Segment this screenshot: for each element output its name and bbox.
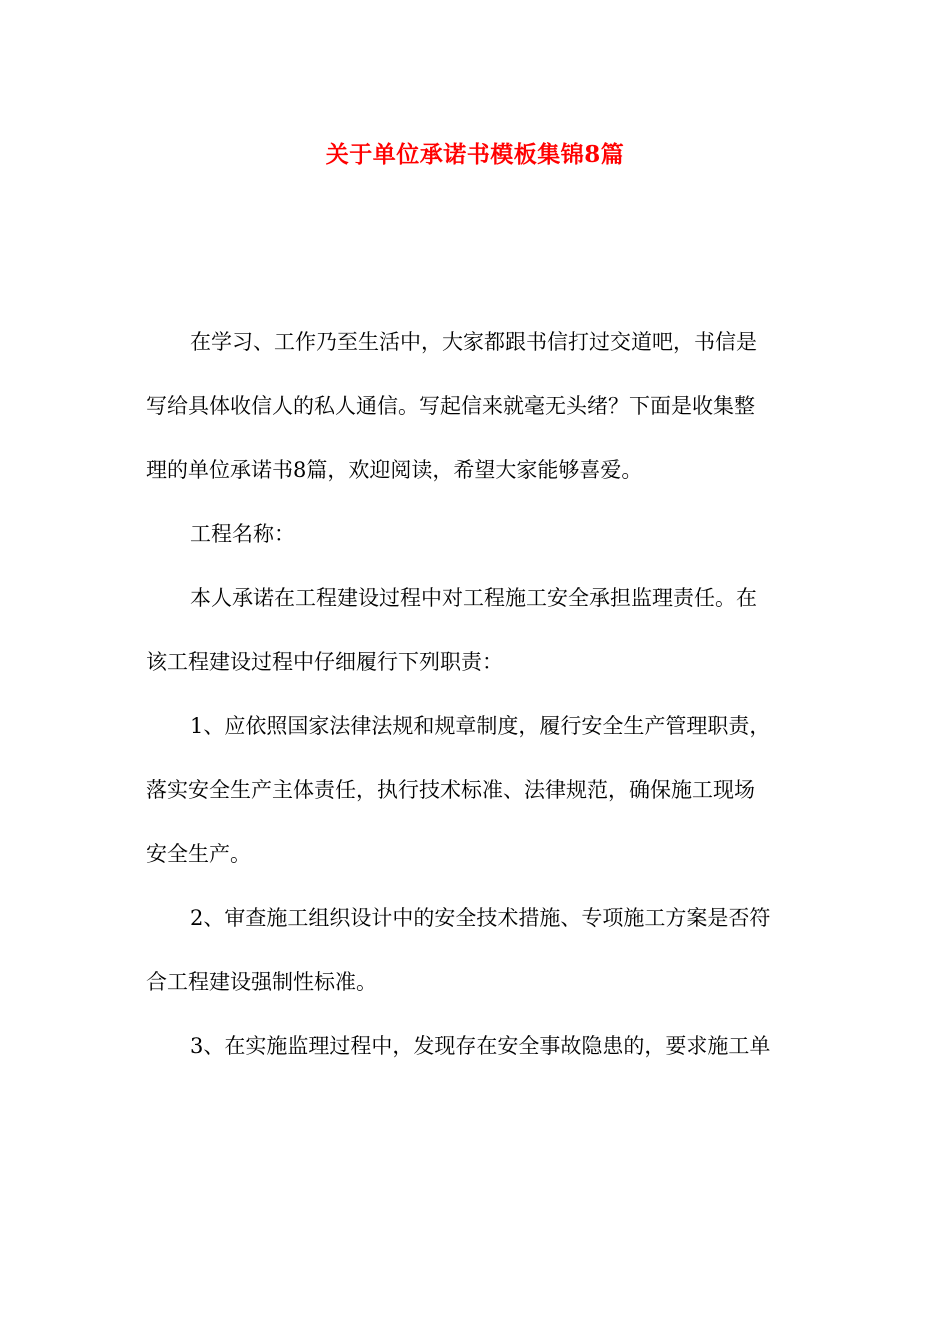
paragraph-commitment (146, 566, 806, 694)
paragraph-project-name (146, 502, 806, 566)
text-line: 落实安全生产主体责任，执行技术标准、法律规范，确保施工现场 (146, 778, 755, 802)
text-line: 安全生产。 (146, 842, 251, 866)
text-line: 理的单位承诺书8篇，欢迎阅读，希望大家能够喜爱。 (146, 458, 643, 482)
text-line: 在学习、工作乃至生活中，大家都跟书信打过交道吧，书信是 (190, 330, 757, 354)
paragraph-item-1 (146, 694, 806, 886)
text-line: 3、在实施监理过程中，发现存在安全事故隐患的，要求施工单 (190, 1034, 771, 1058)
document-body (146, 310, 806, 1078)
text-line: 写给具体收信人的私人通信。写起信来就毫无头绪？下面是收集整 (146, 394, 755, 418)
text-line: 工程名称： (190, 522, 295, 546)
text-line: 2、审查施工组织设计中的安全技术措施、专项施工方案是否符 (190, 906, 771, 930)
paragraph-item-3 (146, 1014, 806, 1078)
document-title: 关于单位承诺书模板集锦8篇 (325, 141, 625, 168)
text-line: 1、应依照国家法律法规和规章制度，履行安全生产管理职责， (190, 714, 771, 738)
paragraph-intro (146, 310, 806, 502)
text-line: 合工程建设强制性标准。 (146, 970, 377, 994)
text-line: 本人承诺在工程建设过程中对工程施工安全承担监理责任。在 (190, 586, 757, 610)
text-line: 该工程建设过程中仔细履行下列职责： (146, 650, 503, 674)
paragraph-item-2 (146, 886, 806, 1014)
